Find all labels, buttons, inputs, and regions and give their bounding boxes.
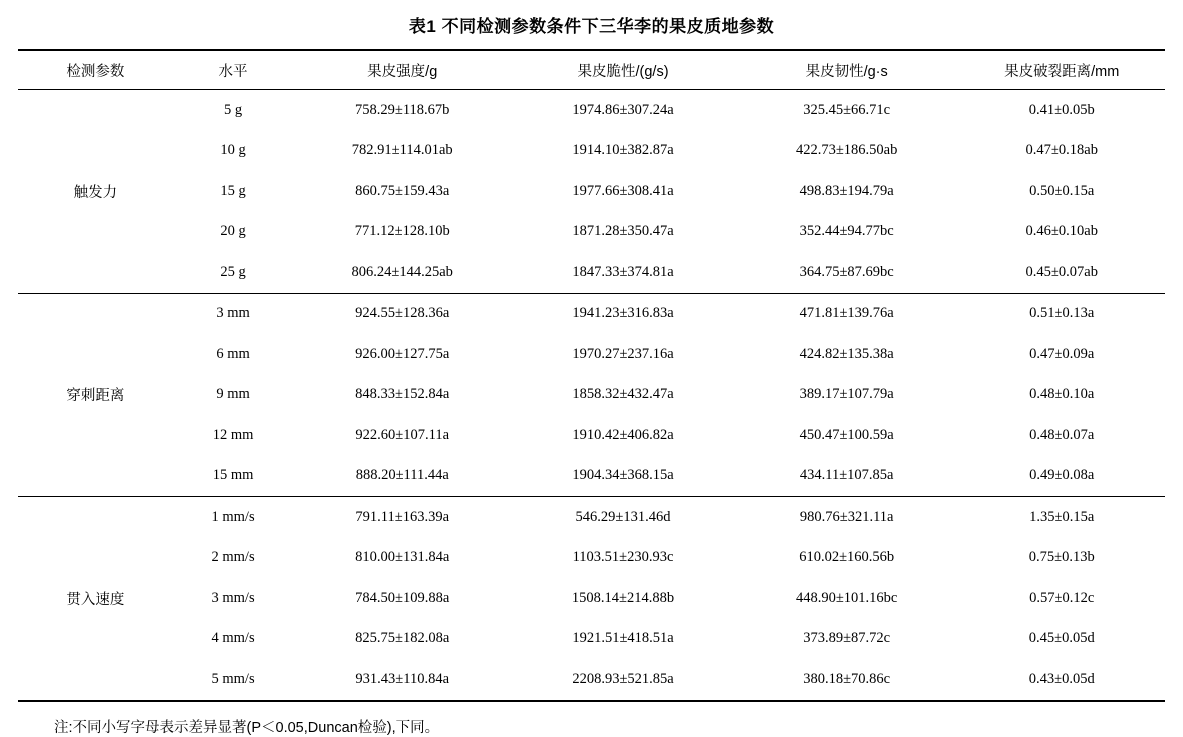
value-cell-peel-rupture-distance: 0.45±0.05d	[1028, 630, 1095, 647]
value-cell-peel-strength: 825.75±182.08a	[355, 630, 450, 647]
value-cell-peel-brittleness: 1941.23±316.83a	[511, 293, 735, 334]
table-footnote: 注:不同小写字母表示差异显著(P＜0.05,Duncan检验),下同。	[54, 719, 440, 736]
level-cell: 3 mm/s	[211, 589, 255, 606]
value-cell-peel-rupture-distance: 0.47±0.09a	[1029, 345, 1095, 362]
value-cell-peel-strength: 924.55±128.36a	[293, 293, 511, 334]
value-cell-peel-strength: 771.12±128.10b	[354, 223, 450, 240]
level-cell: 9 mm	[216, 386, 250, 403]
table-row	[18, 375, 1165, 416]
value-cell-peel-strength: 784.50±109.88a	[355, 589, 450, 606]
value-cell-peel-brittleness: 1974.86±307.24a	[511, 90, 735, 131]
table-row	[18, 659, 1165, 700]
value-cell-peel-toughness: 380.18±70.86c	[803, 670, 891, 687]
value-cell-peel-toughness: 389.17±107.79a	[799, 386, 894, 403]
level-cell: 2 mm/s	[211, 549, 255, 566]
value-cell-peel-brittleness: 1977.66±308.41a	[572, 182, 674, 199]
value-cell-peel-brittleness: 1921.51±418.51a	[572, 630, 674, 647]
level-cell: 6 mm	[216, 345, 250, 362]
table-row	[18, 212, 1165, 253]
column-header-peel-rupture-distance: 果皮破裂距离/mm	[959, 50, 1166, 90]
table-row	[18, 293, 1165, 334]
value-cell-peel-strength: 931.43±110.84a	[355, 670, 450, 687]
fruit-peel-texture-table	[18, 49, 1165, 700]
value-cell-peel-rupture-distance: 0.41±0.05b	[959, 90, 1166, 131]
table-body	[18, 90, 1165, 700]
value-cell-peel-strength: 926.00±127.75a	[355, 345, 450, 362]
level-cell: 4 mm/s	[211, 630, 255, 647]
column-header-peel-brittleness: 果皮脆性/(g/s)	[511, 50, 735, 90]
table-row	[18, 619, 1165, 660]
value-cell-peel-brittleness: 1904.34±368.15a	[572, 467, 674, 484]
value-cell-peel-toughness: 422.73±186.50ab	[795, 142, 898, 159]
value-cell-peel-rupture-distance: 0.46±0.10ab	[1025, 223, 1098, 240]
table-row	[18, 131, 1165, 172]
value-cell-peel-toughness: 450.47±100.59a	[799, 426, 894, 443]
value-cell-peel-rupture-distance: 0.51±0.13a	[959, 293, 1166, 334]
value-cell-peel-rupture-distance: 0.47±0.18ab	[1025, 142, 1098, 159]
value-cell-peel-toughness: 424.82±135.38a	[799, 345, 894, 362]
header-row	[18, 50, 1165, 90]
value-cell-peel-strength: 791.11±163.39a	[293, 497, 511, 538]
table-header	[18, 50, 1165, 90]
column-header-peel-strength: 果皮强度/g	[293, 50, 511, 90]
value-cell-peel-rupture-distance: 1.35±0.15a	[959, 497, 1166, 538]
value-cell-peel-brittleness: 1910.42±406.82a	[572, 426, 674, 443]
value-cell-peel-toughness: 980.76±321.11a	[735, 497, 959, 538]
level-cell: 20 g	[220, 223, 246, 240]
value-cell-peel-rupture-distance: 0.43±0.05d	[1028, 670, 1095, 687]
level-cell: 12 mm	[212, 426, 254, 443]
value-cell-peel-brittleness: 1871.28±350.47a	[572, 223, 674, 240]
table-row	[18, 334, 1165, 375]
value-cell-peel-strength: 888.20±111.44a	[355, 467, 449, 484]
value-cell-peel-rupture-distance: 0.75±0.13b	[1028, 549, 1095, 566]
value-cell-peel-rupture-distance: 0.57±0.12c	[1029, 589, 1095, 606]
level-cell: 15 g	[220, 182, 246, 199]
level-cell: 5 g	[173, 90, 293, 131]
value-cell-peel-strength: 860.75±159.43a	[355, 182, 450, 199]
table-row	[18, 252, 1165, 293]
value-cell-peel-toughness: 364.75±87.69bc	[799, 263, 894, 280]
value-cell-peel-rupture-distance: 0.45±0.07ab	[1025, 263, 1098, 280]
value-cell-peel-toughness: 498.83±194.79a	[799, 182, 894, 199]
table-row	[18, 497, 1165, 538]
column-header-peel-toughness: 果皮韧性/g·s	[735, 50, 959, 90]
value-cell-peel-brittleness: 1847.33±374.81a	[572, 263, 674, 280]
table-caption: 表1 不同检测参数条件下三华李的果皮质地参数	[408, 17, 775, 36]
table-row	[18, 456, 1165, 497]
level-cell: 25 g	[220, 263, 246, 280]
value-cell-peel-strength: 782.91±114.01ab	[351, 142, 453, 159]
level-cell: 10 g	[220, 142, 246, 159]
table-row	[18, 90, 1165, 131]
value-cell-peel-rupture-distance: 0.49±0.08a	[1029, 467, 1095, 484]
value-cell-peel-brittleness: 1508.14±214.88b	[571, 589, 675, 606]
value-cell-peel-toughness: 448.90±101.16bc	[795, 589, 898, 606]
table-row	[18, 171, 1165, 212]
value-cell-peel-strength: 810.00±131.84a	[355, 549, 450, 566]
column-header-level: 水平	[173, 50, 293, 90]
value-cell-peel-toughness: 352.44±94.77bc	[799, 223, 894, 240]
value-cell-peel-toughness: 471.81±139.76a	[735, 293, 959, 334]
value-cell-peel-brittleness: 1914.10±382.87a	[572, 142, 674, 159]
value-cell-peel-strength: 758.29±118.67b	[293, 90, 511, 131]
column-header-parameter: 检测参数	[18, 50, 173, 90]
table-row	[18, 538, 1165, 579]
table-row	[18, 415, 1165, 456]
value-cell-peel-rupture-distance: 0.48±0.10a	[1029, 386, 1095, 403]
value-cell-peel-brittleness: 1103.51±230.93c	[572, 549, 674, 566]
value-cell-peel-brittleness: 2208.93±521.85a	[572, 670, 674, 687]
level-cell: 5 mm/s	[211, 670, 255, 687]
group-label-penetration-speed: 贯入速度	[18, 497, 173, 700]
value-cell-peel-brittleness: 546.29±131.46d	[511, 497, 735, 538]
group-label-puncture-distance: 穿刺距离	[18, 293, 173, 497]
value-cell-peel-toughness: 325.45±66.71c	[735, 90, 959, 131]
level-cell: 1 mm/s	[173, 497, 293, 538]
value-cell-peel-rupture-distance: 0.48±0.07a	[1029, 426, 1095, 443]
value-cell-peel-strength: 848.33±152.84a	[355, 386, 450, 403]
level-cell: 15 mm	[212, 467, 254, 484]
value-cell-peel-toughness: 610.02±160.56b	[799, 549, 895, 566]
group-label-trigger-force: 触发力	[18, 90, 173, 294]
value-cell-peel-brittleness: 1858.32±432.47a	[572, 386, 674, 403]
value-cell-peel-toughness: 373.89±87.72c	[803, 630, 891, 647]
value-cell-peel-strength: 922.60±107.11a	[355, 426, 450, 443]
value-cell-peel-rupture-distance: 0.50±0.15a	[1029, 182, 1095, 199]
value-cell-peel-toughness: 434.11±107.85a	[799, 467, 894, 484]
level-cell: 3 mm	[173, 293, 293, 334]
table-row	[18, 578, 1165, 619]
value-cell-peel-strength: 806.24±144.25ab	[351, 263, 453, 280]
value-cell-peel-brittleness: 1970.27±237.16a	[572, 345, 674, 362]
